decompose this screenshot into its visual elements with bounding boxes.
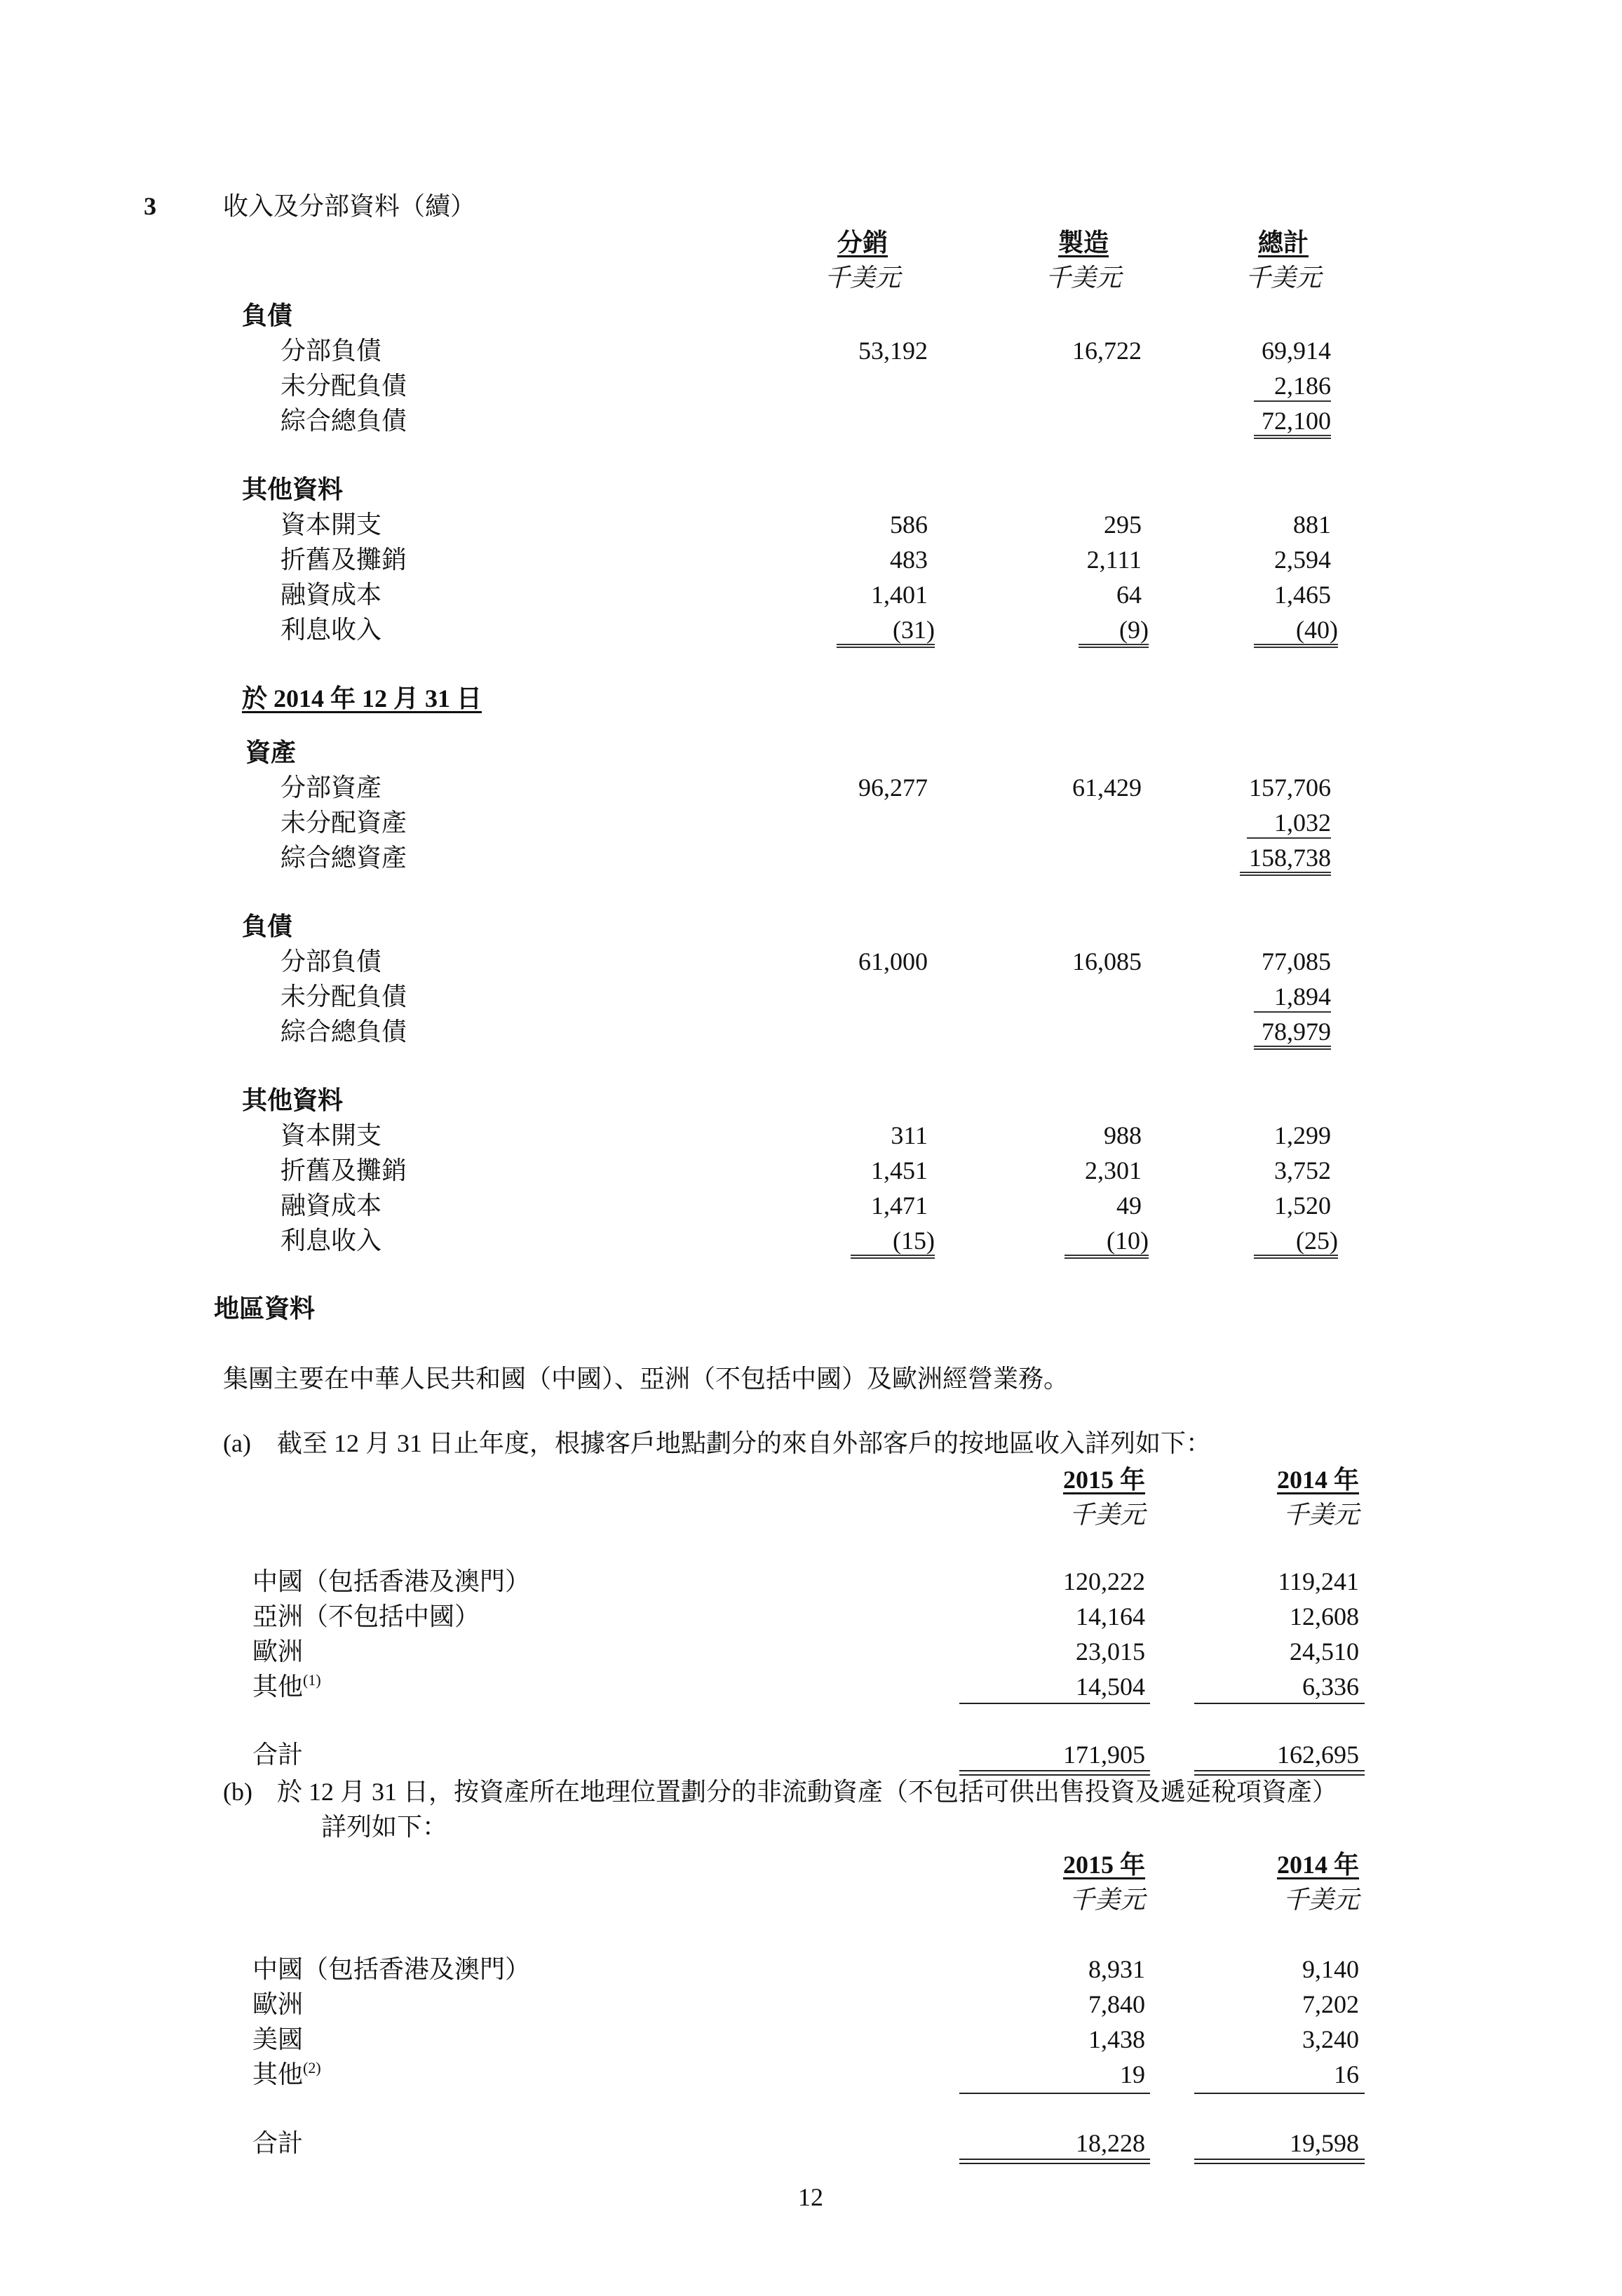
geo-b-row-label: 中國（包括香港及澳門） bbox=[252, 1955, 531, 1983]
section-number: 3 bbox=[144, 192, 156, 220]
cell-manufacturing: 16,722 bbox=[1072, 337, 1142, 365]
section-title: 收入及分部資料（續） bbox=[223, 192, 476, 220]
geo-b-value-2015: 19 bbox=[1120, 2060, 1145, 2088]
row-label: 未分配資產 bbox=[281, 809, 407, 837]
col-unit-1: 千美元 bbox=[824, 264, 900, 292]
cell-total: 1,299 bbox=[1274, 1121, 1331, 1149]
cell-manufacturing: (10) bbox=[1065, 1228, 1149, 1259]
cell-total: 69,914 bbox=[1262, 337, 1331, 365]
subtotal-rule bbox=[1194, 1703, 1365, 1704]
cell-distribution: (31) bbox=[837, 617, 935, 648]
geo-a-row-label: 亞洲（不包括中國） bbox=[252, 1602, 480, 1630]
geo-b-value-2015: 7,840 bbox=[1088, 1990, 1145, 2018]
cell-manufacturing: (9) bbox=[1079, 617, 1149, 648]
cell-distribution: (15) bbox=[851, 1228, 935, 1259]
row-label: 資本開支 bbox=[281, 1121, 382, 1149]
col-header-manufacturing: 製造 bbox=[1057, 229, 1109, 257]
geo-a-value-2015: 14,164 bbox=[1076, 1602, 1145, 1630]
footnote-marker: (2) bbox=[303, 2059, 321, 2076]
cell-total: 1,520 bbox=[1274, 1191, 1331, 1220]
cell-total: (25) bbox=[1254, 1228, 1338, 1259]
row-label: 融資成本 bbox=[281, 581, 382, 609]
row-label: 綜合總負債 bbox=[281, 407, 407, 435]
geo-a-row-label: 歐洲 bbox=[252, 1637, 304, 1666]
total-double-rule bbox=[1194, 1770, 1365, 1776]
other-info-heading-2014: 其他資料 bbox=[242, 1086, 344, 1114]
row-label: 資本開支 bbox=[281, 511, 382, 539]
cell-total: 881 bbox=[1293, 511, 1331, 539]
geo-a-row-label: 中國（包括香港及澳門） bbox=[252, 1567, 531, 1595]
geo-a-value-2014: 119,241 bbox=[1278, 1567, 1359, 1595]
row-label: 綜合總負債 bbox=[281, 1018, 407, 1046]
geo-a-value-2015: 120,222 bbox=[1063, 1567, 1145, 1595]
geo-b-value-2014: 16 bbox=[1334, 2060, 1359, 2088]
geo-b-value-2014: 3,240 bbox=[1302, 2025, 1359, 2053]
geo-a-row-label: 其他$^{(1)}$ bbox=[252, 1671, 321, 1701]
total-double-rule bbox=[1194, 2159, 1365, 2164]
row-label: 融資成本 bbox=[281, 1191, 382, 1220]
geo-b-text-line1: 於 12 月 31 日，按資產所在地理位置劃分的非流動資產（不包括可供出售投資及遞延稅項資產） bbox=[277, 1778, 1338, 1806]
cell-total: 78,979 bbox=[1254, 1019, 1331, 1050]
cell-distribution: 1,451 bbox=[871, 1156, 928, 1184]
page-number: 12 bbox=[798, 2183, 823, 2211]
geo-a-year-2014: 2014 年 bbox=[1276, 1466, 1359, 1494]
geo-b-total-label: 合計 bbox=[252, 2129, 304, 2157]
geo-a-value-2015: 14,504 bbox=[1076, 1673, 1145, 1701]
geo-a-value-2014: 6,336 bbox=[1302, 1673, 1359, 1701]
geo-b-row-label: 其他$^{(2)}$ bbox=[252, 2059, 321, 2088]
cell-total: 1,032 bbox=[1247, 810, 1331, 839]
total-double-rule bbox=[959, 1770, 1150, 1776]
cell-total: 158,738 bbox=[1240, 845, 1331, 876]
liabilities-heading-2014: 負債 bbox=[242, 912, 293, 940]
subtotal-rule bbox=[1194, 2093, 1365, 2094]
cell-distribution: 61,000 bbox=[858, 947, 928, 975]
col-unit-3: 千美元 bbox=[1245, 264, 1321, 292]
geo-b-total-2014: 19,598 bbox=[1290, 2129, 1359, 2157]
geo-a-total-label: 合計 bbox=[252, 1741, 304, 1769]
cell-distribution: 53,192 bbox=[858, 337, 928, 365]
row-label: 折舊及攤銷 bbox=[281, 1156, 407, 1184]
row-label: 折舊及攤銷 bbox=[281, 546, 407, 574]
geo-b-year-2015: 2015 年 bbox=[1062, 1851, 1145, 1879]
cell-manufacturing: 49 bbox=[1116, 1191, 1142, 1220]
cell-manufacturing: 64 bbox=[1116, 581, 1142, 609]
cell-manufacturing: 2,301 bbox=[1085, 1156, 1142, 1184]
cell-total: 1,894 bbox=[1254, 984, 1331, 1013]
cell-manufacturing: 2,111 bbox=[1086, 546, 1142, 574]
geo-b-row-label: 美國 bbox=[252, 2025, 304, 2053]
cell-manufacturing: 295 bbox=[1104, 511, 1142, 539]
cell-total: (40) bbox=[1254, 617, 1338, 648]
cell-manufacturing: 16,085 bbox=[1072, 947, 1142, 975]
geo-a-unit-2014: 千美元 bbox=[1283, 1501, 1359, 1529]
cell-total: 2,186 bbox=[1254, 373, 1331, 402]
cell-manufacturing: 988 bbox=[1104, 1121, 1142, 1149]
cell-manufacturing: 61,429 bbox=[1072, 774, 1142, 802]
geo-b-value-2015: 1,438 bbox=[1088, 2025, 1145, 2053]
row-label: 未分配負債 bbox=[281, 982, 407, 1011]
geo-a-value-2014: 12,608 bbox=[1290, 1602, 1359, 1630]
col-header-distribution: 分銷 bbox=[837, 229, 888, 257]
cell-total: 2,594 bbox=[1274, 546, 1331, 574]
geo-b-value-2014: 9,140 bbox=[1302, 1955, 1359, 1983]
geo-b-year-2014: 2014 年 bbox=[1276, 1851, 1359, 1879]
other-info-heading-2015: 其他資料 bbox=[242, 475, 344, 504]
cell-total: 72,100 bbox=[1254, 408, 1331, 439]
cell-total: 157,706 bbox=[1249, 774, 1331, 802]
geo-a-year-2015: 2015 年 bbox=[1062, 1466, 1145, 1494]
cell-distribution: 1,401 bbox=[871, 581, 928, 609]
cell-distribution: 311 bbox=[891, 1121, 928, 1149]
geo-b-value-2014: 7,202 bbox=[1302, 1990, 1359, 2018]
geo-a-marker: (a) bbox=[223, 1429, 251, 1457]
total-double-rule bbox=[959, 2159, 1150, 2164]
cell-distribution: 483 bbox=[890, 546, 928, 574]
row-label: 利息收入 bbox=[281, 616, 382, 644]
geo-a-value-2014: 24,510 bbox=[1290, 1637, 1359, 1666]
footnote-marker: (1) bbox=[303, 1671, 321, 1689]
assets-heading-2014: 資產 bbox=[245, 738, 297, 767]
row-label: 分部負債 bbox=[281, 947, 382, 975]
row-label: 未分配負債 bbox=[281, 372, 407, 400]
cell-total: 3,752 bbox=[1274, 1156, 1331, 1184]
geo-a-total-2015: 171,905 bbox=[1063, 1741, 1145, 1769]
row-label: 分部負債 bbox=[281, 337, 382, 365]
cell-total: 77,085 bbox=[1262, 947, 1331, 975]
geo-b-marker: (b) bbox=[223, 1778, 252, 1806]
row-label: 分部資產 bbox=[281, 774, 382, 802]
row-label: 利息收入 bbox=[281, 1227, 382, 1255]
geo-a-unit-2015: 千美元 bbox=[1069, 1501, 1145, 1529]
geo-heading: 地區資料 bbox=[214, 1295, 316, 1323]
geo-a-text: 截至 12 月 31 日止年度，根據客戶地點劃分的來自外部客戶的按地區收入詳列如下： bbox=[277, 1429, 1212, 1457]
geo-b-row-label: 歐洲 bbox=[252, 1990, 304, 2018]
geo-b-unit-2014: 千美元 bbox=[1283, 1886, 1359, 1914]
row-label: 綜合總資產 bbox=[281, 844, 407, 872]
geo-b-value-2015: 8,931 bbox=[1088, 1955, 1145, 1983]
geo-a-value-2015: 23,015 bbox=[1076, 1637, 1145, 1666]
date-heading: 於 2014 年 12 月 31 日 bbox=[242, 684, 482, 713]
liabilities-heading-2015: 負債 bbox=[242, 302, 293, 330]
geo-b-text-line2: 詳列如下： bbox=[321, 1813, 448, 1841]
geo-b-unit-2015: 千美元 bbox=[1069, 1886, 1145, 1914]
subtotal-rule bbox=[959, 1703, 1150, 1704]
geo-a-total-2014: 162,695 bbox=[1277, 1741, 1359, 1769]
col-unit-2: 千美元 bbox=[1045, 264, 1121, 292]
cell-distribution: 1,471 bbox=[871, 1191, 928, 1220]
cell-distribution: 96,277 bbox=[858, 774, 928, 802]
subtotal-rule bbox=[959, 2093, 1150, 2094]
geo-intro: 集團主要在中華人民共和國（中國）、亞洲（不包括中國）及歐洲經營業務。 bbox=[223, 1365, 1069, 1393]
geo-b-total-2015: 18,228 bbox=[1076, 2129, 1145, 2157]
col-header-total: 總計 bbox=[1257, 229, 1309, 257]
cell-distribution: 586 bbox=[890, 511, 928, 539]
cell-total: 1,465 bbox=[1274, 581, 1331, 609]
